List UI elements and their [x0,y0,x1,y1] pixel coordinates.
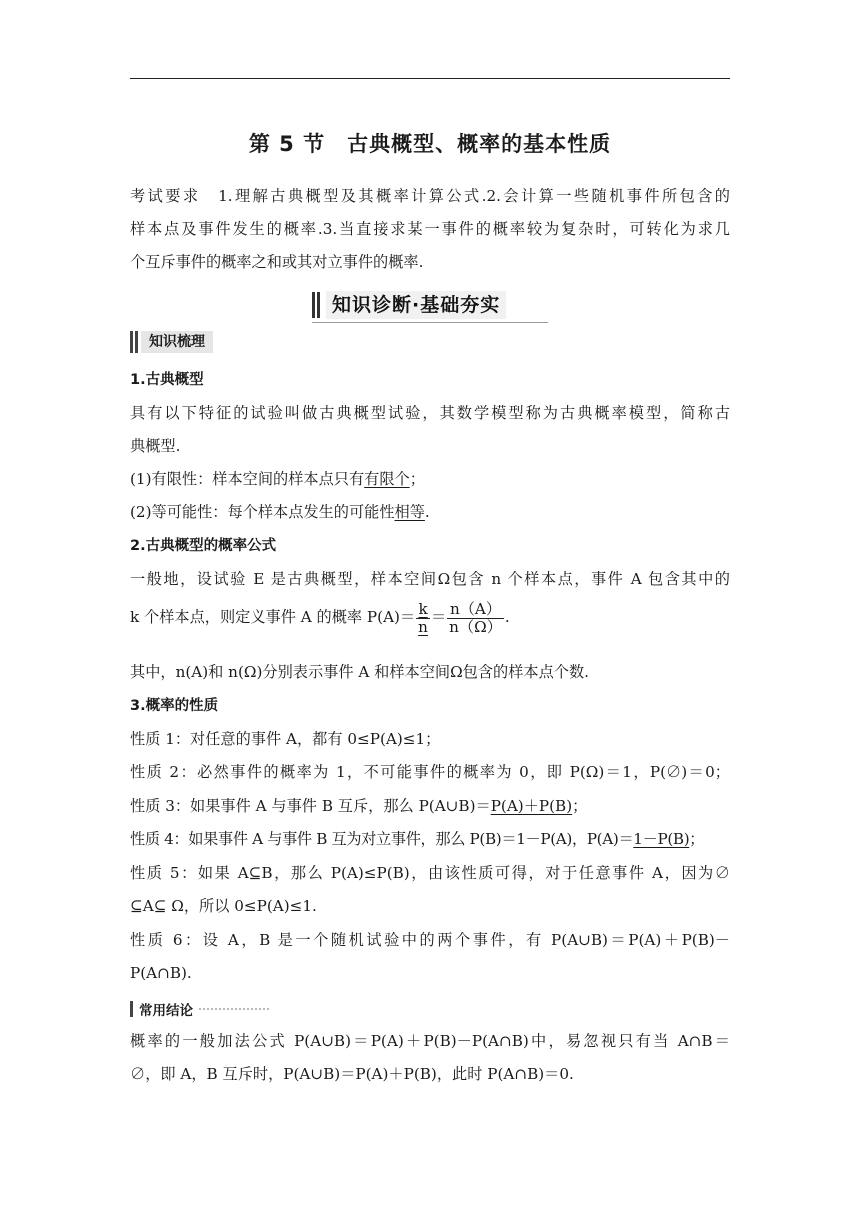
header-rule [130,78,730,79]
sec2-line-1: 一般地，设试验 E 是古典概型，样本空间Ω包含 n 个样本点，事件 A 包含其中的 [130,570,730,588]
knowledge-subheading [130,331,213,353]
banner-underline [312,322,548,323]
property-6-line-2: P(A∩B). [130,964,192,982]
property-5-line-1: 性质 5：如果 A⊆B，那么 P(A)≤P(B)，由该性质可得，对于任意事件 A，因为∅ [130,864,730,882]
banner-bar-icon [312,292,322,318]
conclusion-dotted-rule [199,1008,269,1011]
subheading-label: 知识梳理 [141,331,213,353]
banner-label: 知识诊断·基础夯实 [326,291,506,319]
fraction-nA-over-nOmega: $\frac{n(A)}{n(\Omega)}$ [449,599,502,636]
property-equal-likelihood: (2)等可能性：每个样本点发生的可能性相等. [130,503,430,521]
property-1: 性质 1：对任意的事件 A，都有 0≤P(A)≤1； [130,730,441,748]
conclusion-bar-icon [130,1001,133,1017]
requirements-line-2: 样本点及事件发生的概率.3.当直接求某一事件的概率较为复杂时，可转化为求几 [130,220,730,238]
property-6-line-1: 性质 6：设 A，B 是一个随机试验中的两个事件，有 P(A∪B)＝P(A)＋P(B)－ [130,931,730,949]
section-title: 第 5 节 古典概型、概率的基本性质 [248,132,612,156]
property-2: 性质 2：必然事件的概率为 1，不可能事件的概率为 0，即 P(Ω)＝1，P(∅)＝0； [130,763,730,781]
subheading-bar-icon [130,331,138,353]
underlined-answer: 有限个 [364,470,410,488]
sec2-formula-line: k 个样本点，则定义事件 A 的概率 P(A)＝ $\frac{k}{n}$ ＝ $\frac{n(A)}{n(\Omega)}$ . [130,599,510,636]
common-conclusion-heading [130,1000,269,1018]
knowledge-banner [312,290,548,320]
conclusion-label: 常用结论 [139,1003,193,1019]
property-finite: (1)有限性：样本空间的样本点只有有限个； [130,470,425,488]
conclusion-line-2: ∅，即 A，B 互斥时，P(A∪B)＝P(A)＋P(B)，此时 P(A∩B)＝0. [130,1065,574,1083]
conclusion-line-1: 概率的一般加法公式 P(A∪B)＝P(A)＋P(B)－P(A∩B)中，易忽视只有当 A∩B＝ [130,1032,730,1050]
requirements-line-3: 个互斥事件的概率之和或其对立事件的概率. [130,253,424,271]
property-5-line-2: ⊆A⊆ Ω，所以 0≤P(A)≤1. [130,897,317,915]
underlined-answer: 相等 [394,503,425,521]
underlined-answer: 1－P(B) [633,830,690,848]
property-3: 性质 3：如果事件 A 与事件 B 互斥，那么 P(A∪B)＝P(A)＋P(B)； [130,797,588,815]
requirements-line-1: 考试要求 1.理解古典概型及其概率计算公式.2.会计算一些随机事件所包含的 [130,187,730,205]
heading-probability-properties: 3.概率的性质 [130,698,219,714]
property-4: 性质 4：如果事件 A 与事件 B 互为对立事件，那么 P(B)＝1－P(A)，P(A)＝1－P(B)； [130,830,705,848]
fraction-k-over-n: $\frac{k}{n}$ [418,599,428,636]
heading-probability-formula: 2.古典概型的概率公式 [130,538,277,554]
sec1-text-line-1: 具有以下特征的试验叫做古典概型试验，其数学模型称为古典概率模型，简称古 [130,404,730,422]
sec2-line-3: 其中，n(A)和 n(Ω)分别表示事件 A 和样本空间Ω包含的样本点个数. [130,663,590,681]
underlined-answer: P(A)＋P(B) [490,797,573,815]
heading-classical-model: 1.古典概型 [130,372,204,388]
sec1-text-line-2: 典概型. [130,437,181,455]
